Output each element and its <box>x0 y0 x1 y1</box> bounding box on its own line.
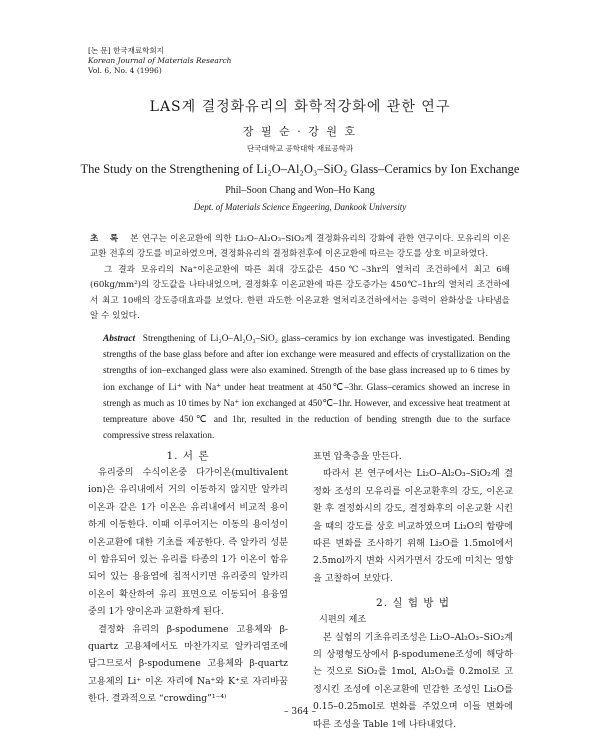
section-heading-introduction: 1. 서 론 <box>166 450 210 462</box>
journal-header <box>88 46 231 76</box>
journal-name-ko: [논 문] 한국재료학회지 <box>88 46 164 55</box>
authors-en: Phil–Soon Chang and Won–Ho Kang <box>225 185 375 196</box>
intro-para-4: 따라서 본 연구에서는 Li₂O–Al₂O₃–SiO₂계 결정화 조성의 모유리를 이온교환후의 강도, 이온교환 후 결정화시의 강도, 결정화후의 이온교환 시킨을 때의 강도를 상호 비교하였으며 Li₂O의 함량에 따른 변화를 조사하기 위해 Li₂O를 1.5mol에서 2.5mol까지 변화 시켜가면서 강도에 미치는 영향을 고찰하여 보았다. <box>313 468 513 584</box>
abstract-en-text: Strengthening of Li₂O–Al₂O₃–SiO₂ glass–ceramics by ion exchange was investigated. Bending strengths of the base glass before and after ion exchange were measured and effects of crystallization on the strengths of ion–exchanged glass were also examined. Strength of the base glass increased up to 6 times by ion exchange of Li⁺ with Na⁺ under heat treatment at 450℃–3hr. Glass–ceramics showed an increse in strengh as much as 10 times by Na⁺ ion exchanged at 450℃–1hr. However, and excessive heat treatment at tempreature above 450℃ and 1hr, resulted in the reduction of bending strength due to the surface compressive stress relaxation. <box>103 334 510 442</box>
column-left <box>88 448 288 708</box>
intro-para-1: 유리중의 수식이온중 다가이온(multivalent ion)은 유리내에서 거의 이동하지 않지만 알카리 이온과 같은 1가 이온은 유리내에서 비교적 용이하게 이동한다. 이때 이루어지는 이동의 용이성이 이온교환에 대한 기초를 제공한다. 즉 알카리 성분이 함유되어 있는 유리를 타종의 1가 이온이 함유되어 있는 용융염에 침적시키면 유리중의 알카리 이온이 확산하여 유리 표면으로 이동되어 용융염중의 1가 양이온과 교환하게 된다. <box>88 467 288 618</box>
abstract-en <box>103 331 510 444</box>
journal-volume: Vol. 6, No. 4 (1996) <box>88 66 162 75</box>
abstract-ko-label: 초 록 <box>90 234 123 244</box>
authors-ko: 장 필 순 · 강 원 호 <box>242 125 358 138</box>
section-heading-methods: 2. 실 험 방 법 <box>376 597 450 610</box>
journal-name-en: Korean Journal of Materials Research <box>88 56 232 65</box>
affiliation-en: Dept. of Materials Science Engeering, Dankook University <box>193 202 407 212</box>
abstract-ko-para-2: 그 결과 모유리의 Na⁺이온교환에 따른 최대 강도값은 450℃–3hr의 열처리 조건하에서 최고 6배(60kg/mm²)의 강도값을 나타내었으며, 결정화후 이온교환에 따른 강도증가는 450℃–1hr의 열처리 조건하에서 최고 10배의 강도증대효과를 보였다. 한편 과도한 이온교환 열처리조건하에서는 응력이 완화상을 나타냄을 알 수 있었다. <box>90 264 510 322</box>
intro-para-3: 표면 압축층을 만든다. <box>313 451 402 462</box>
column-right <box>313 448 513 733</box>
intro-para-2: 결정화 유리의 β-spodumene 고용체와 β-quartz 고용체에서도 마찬가지로 알카리염조에 담그므로서 β-spodumene 고용체와 β-quartz 고용체의 Li⁺ 이온 자리에 Na⁺와 K⁺로 자리바꿈 한다. 결과적으로 “crowding”¹⁻⁴⁾ <box>88 623 288 705</box>
paper-title-ko: LAS계 결정화유리의 화학적강화에 관한 연구 <box>149 99 451 115</box>
methods-para-1: 본 실험의 기초유리조성은 Li₂O–Al₂O₃–SiO₂계의 상평형도상에서 β-spodumene조성에 해당하는 것으로 SiO₂를 1mol, Al₂O₃를 0.2mol로 고정시킨 조성에 이온교환에 민감한 조성인 Li₂O를 0.15–0.25mol로 변화를 주었으며 이들 변화에 따른 조성을 Table 1에 나타내었다. <box>313 631 513 730</box>
abstract-ko-text-1: 본 연구는 이온교환에 의한 Li₂O–Al₂O₃–SiO₂계 결정화유리의 강화에 관한 연구이다. 모유리의 이온교환 전후의 강도를 비교하였으며, 결정화유리의 결정화전후에 이온교환에 따르는 강도를 상호 비교하였다. <box>90 234 510 260</box>
paper-title-en: The Study on the Strengthening of Li₂O–Al₂O₃–SiO₂ Glass–Ceramics by Ion Exchange <box>80 162 520 176</box>
page-number: – 364 – <box>284 707 316 717</box>
abstract-ko-para-1 <box>90 232 510 263</box>
affiliation-ko: 단국대학교 공학대학 재료공학과 <box>246 144 354 153</box>
subsection-heading-specimen: 시편의 제조 <box>319 614 367 626</box>
abstract-ko <box>90 232 510 324</box>
abstract-en-label: Abstract <box>103 334 136 344</box>
